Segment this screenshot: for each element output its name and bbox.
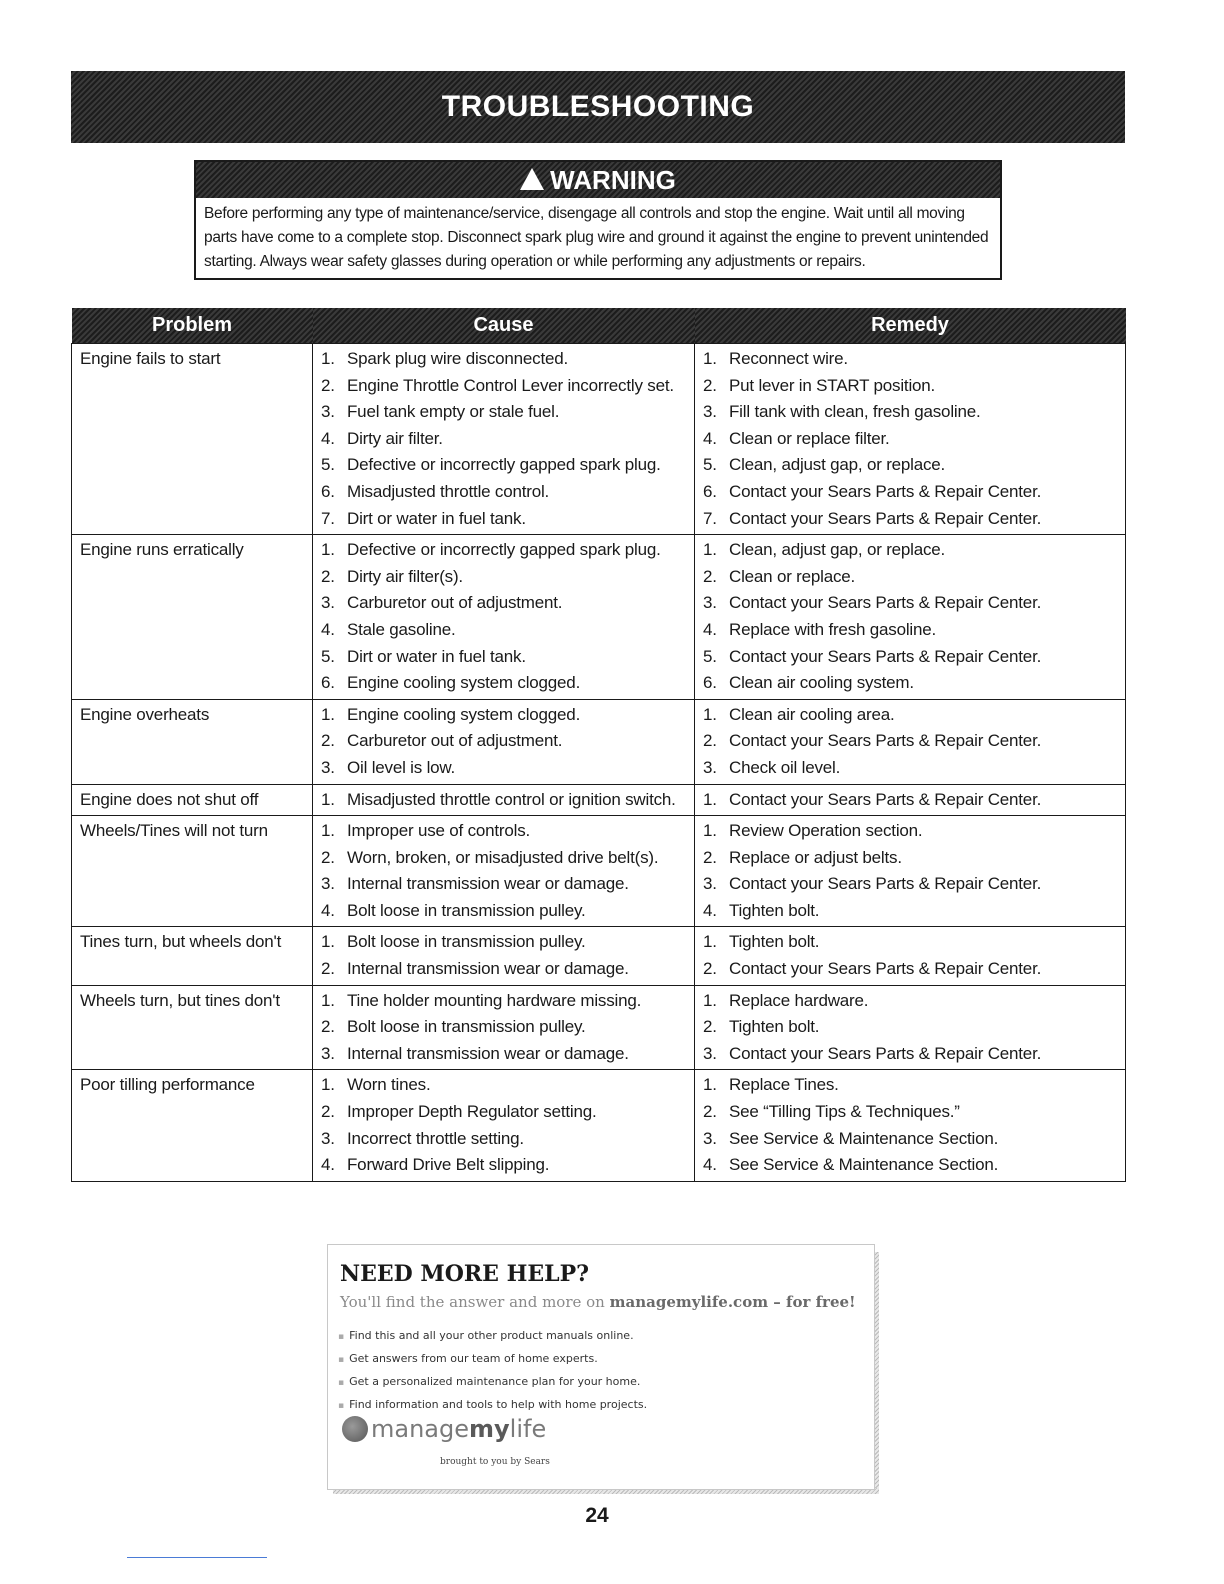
remedy-cell <box>695 816 1126 927</box>
item-text: Replace with fresh gasoline. <box>729 619 937 639</box>
table-row <box>72 699 1126 784</box>
item-text: Carburetor out of adjustment. <box>347 731 563 751</box>
item-text: Review Operation section. <box>729 821 923 841</box>
item-text: Replace Tines. <box>729 1075 839 1095</box>
problem-cell: Tines turn, but wheels don't <box>72 927 313 985</box>
cause-cell <box>313 1070 695 1181</box>
item-number: 1. <box>703 789 717 809</box>
item-text: Forward Drive Belt slipping. <box>347 1155 550 1175</box>
remedy-item <box>695 617 1125 644</box>
item-number: 2. <box>703 566 717 586</box>
remedy-item <box>695 479 1125 506</box>
remedy-item <box>695 1072 1125 1099</box>
item-text: Engine cooling system clogged. <box>347 704 581 724</box>
item-text: Clean air cooling system. <box>729 673 914 693</box>
item-number: 3. <box>321 757 335 777</box>
cause-item <box>313 988 694 1015</box>
item-number: 6. <box>321 673 335 693</box>
problem-cell: Poor tilling performance <box>72 1070 313 1181</box>
remedy-item <box>695 845 1125 872</box>
logo-globe-icon <box>342 1416 368 1442</box>
item-number: 4. <box>703 900 717 920</box>
problem-cell: Wheels turn, but tines don't <box>72 985 313 1070</box>
warning-header <box>196 162 1000 198</box>
item-text: Worn, broken, or misadjusted drive belt(s). <box>347 847 659 867</box>
remedy-cell <box>695 699 1126 784</box>
item-number: 4. <box>703 619 717 639</box>
cause-item <box>313 1014 694 1041</box>
remedy-item <box>695 1126 1125 1153</box>
help-subtitle-text: You'll find the answer and more on <box>340 1293 610 1311</box>
item-text: Internal transmission wear or damage. <box>347 874 629 894</box>
item-number: 2. <box>321 566 335 586</box>
item-text: Contact your Sears Parts & Repair Center. <box>729 481 1042 501</box>
item-number: 1. <box>703 932 717 952</box>
item-number: 4. <box>321 428 335 448</box>
item-text: Defective or incorrectly gapped spark plug. <box>347 540 661 560</box>
remedy-cell <box>695 784 1126 816</box>
item-text: Bolt loose in transmission pulley. <box>347 932 586 952</box>
warning-box <box>194 160 1002 280</box>
item-text: Clean air cooling area. <box>729 704 895 724</box>
item-text: Stale gasoline. <box>347 619 456 639</box>
item-text: Misadjusted throttle control or ignition switch. <box>347 789 676 809</box>
item-number: 7. <box>321 508 335 528</box>
remedy-item <box>695 1014 1125 1041</box>
table-row <box>72 344 1126 535</box>
item-number: 5. <box>703 646 717 666</box>
item-text: Internal transmission wear or damage. <box>347 959 629 979</box>
item-number: 2. <box>703 959 717 979</box>
page-title-bar <box>71 71 1125 143</box>
item-text: Tine holder mounting hardware missing. <box>347 990 642 1010</box>
remedy-item <box>695 537 1125 564</box>
item-number: 1. <box>321 821 335 841</box>
cause-cell <box>313 535 695 700</box>
item-number: 1. <box>703 704 717 724</box>
table-row <box>72 784 1126 816</box>
cause-item <box>313 617 694 644</box>
cause-item <box>313 373 694 400</box>
remedy-cell <box>695 535 1126 700</box>
list-item: ▪ Find information and tools to help with home projects. <box>338 1394 647 1417</box>
item-text: Engine Throttle Control Lever incorrectly set. <box>347 375 674 395</box>
item-text: See “Tilling Tips & Techniques.” <box>729 1102 960 1122</box>
item-text: Tighten bolt. <box>729 932 820 952</box>
help-subtitle <box>340 1293 856 1311</box>
item-number: 2. <box>703 1017 717 1037</box>
cause-item <box>313 1099 694 1126</box>
list-item: ▪ Find this and all your other product manuals online. <box>338 1325 647 1348</box>
warning-text: Before performing any type of maintenance/service, disengage all controls and stop the engine. Wait until all moving parts have come to a complete stop. Disconnect spark plug wire and ground it against the engine to prevent unintended starting. Always wear safety glasses during operation or while performing any adjustments or repairs. <box>204 205 989 270</box>
table-row <box>72 927 1126 985</box>
item-number: 1. <box>703 990 717 1010</box>
item-text: Tighten bolt. <box>729 900 820 920</box>
cause-cell <box>313 816 695 927</box>
cause-item <box>313 1041 694 1068</box>
table-header-row <box>72 308 1126 344</box>
need-more-help-box <box>327 1244 875 1490</box>
table-row <box>72 535 1126 700</box>
item-text: Clean or replace. <box>729 566 856 586</box>
header-cause: Cause <box>313 308 695 344</box>
list-item: ▪ Get a personalized maintenance plan for your home. <box>338 1371 647 1394</box>
cause-item <box>313 590 694 617</box>
remedy-item <box>695 506 1125 533</box>
item-text: Dirt or water in fuel tank. <box>347 508 526 528</box>
item-number: 4. <box>703 1155 717 1175</box>
cause-cell <box>313 784 695 816</box>
item-number: 2. <box>321 375 335 395</box>
cause-item <box>313 898 694 925</box>
cause-item <box>313 1152 694 1179</box>
cause-item <box>313 346 694 373</box>
cause-item <box>313 702 694 729</box>
item-text: Fuel tank empty or stale fuel. <box>347 402 560 422</box>
remedy-item <box>695 702 1125 729</box>
remedy-item <box>695 956 1125 983</box>
cause-item <box>313 537 694 564</box>
item-text: Contact your Sears Parts & Repair Center. <box>729 789 1042 809</box>
problem-cell: Engine runs erratically <box>72 535 313 700</box>
remedy-item <box>695 426 1125 453</box>
cause-item <box>313 787 694 814</box>
item-number: 1. <box>703 1075 717 1095</box>
remedy-item <box>695 755 1125 782</box>
item-number: 2. <box>321 847 335 867</box>
problem-cell: Engine fails to start <box>72 344 313 535</box>
item-number: 2. <box>703 731 717 751</box>
item-text: Contact your Sears Parts & Repair Center. <box>729 593 1042 613</box>
header-remedy: Remedy <box>695 308 1126 344</box>
remedy-item <box>695 373 1125 400</box>
page-number: 24 <box>585 1504 609 1527</box>
cause-item <box>313 644 694 671</box>
cause-item <box>313 728 694 755</box>
item-text: Engine cooling system clogged. <box>347 673 581 693</box>
troubleshooting-table <box>71 308 1126 1182</box>
item-number: 2. <box>321 959 335 979</box>
item-text: Worn tines. <box>347 1075 431 1095</box>
warning-heading: WARNING <box>550 164 676 195</box>
item-text: Replace hardware. <box>729 990 869 1010</box>
item-number: 2. <box>321 1017 335 1037</box>
item-text: Dirty air filter(s). <box>347 566 463 586</box>
item-number: 1. <box>321 789 335 809</box>
cause-item <box>313 871 694 898</box>
cause-item <box>313 956 694 983</box>
cause-item <box>313 452 694 479</box>
item-number: 2. <box>321 1102 335 1122</box>
item-text: Reconnect wire. <box>729 349 848 368</box>
item-number: 4. <box>321 900 335 920</box>
remedy-item <box>695 988 1125 1015</box>
remedy-cell <box>695 985 1126 1070</box>
item-text: Fill tank with clean, fresh gasoline. <box>729 402 981 422</box>
item-number: 4. <box>703 428 717 448</box>
item-text: Defective or incorrectly gapped spark plug. <box>347 455 661 475</box>
table-row <box>72 816 1126 927</box>
item-text: Improper Depth Regulator setting. <box>347 1102 597 1122</box>
remedy-item <box>695 1041 1125 1068</box>
remedy-item <box>695 346 1125 373</box>
help-title: NEED MORE HELP? <box>340 1261 590 1287</box>
table-row <box>72 985 1126 1070</box>
item-text: Bolt loose in transmission pulley. <box>347 900 586 920</box>
item-text: See Service & Maintenance Section. <box>729 1128 999 1148</box>
cause-cell <box>313 927 695 985</box>
item-number: 5. <box>321 455 335 475</box>
remedy-item <box>695 644 1125 671</box>
item-number: 3. <box>703 1043 717 1063</box>
table-body <box>72 344 1126 1182</box>
item-text: Incorrect throttle setting. <box>347 1128 524 1148</box>
cause-item <box>313 506 694 533</box>
header-problem: Problem <box>72 308 313 344</box>
item-number: 2. <box>321 731 335 751</box>
managemylife-logo <box>342 1415 546 1443</box>
item-text: Clean, adjust gap, or replace. <box>729 455 946 475</box>
cause-item <box>313 1126 694 1153</box>
problem-cell: Wheels/Tines will not turn <box>72 816 313 927</box>
remedy-item <box>695 452 1125 479</box>
page-title: TROUBLESHOOTING <box>441 90 755 123</box>
item-number: 3. <box>321 1128 335 1148</box>
item-text: Dirty air filter. <box>347 428 443 448</box>
item-number: 2. <box>703 847 717 867</box>
item-number: 3. <box>703 593 717 613</box>
help-bullet-list <box>338 1325 647 1417</box>
item-text: Clean or replace filter. <box>729 428 890 448</box>
list-item: ▪ Get answers from our team of home experts. <box>338 1348 647 1371</box>
remedy-item <box>695 898 1125 925</box>
item-text: Contact your Sears Parts & Repair Center. <box>729 508 1042 528</box>
item-text: Contact your Sears Parts & Repair Center. <box>729 731 1042 751</box>
cause-cell <box>313 344 695 535</box>
cause-cell <box>313 985 695 1070</box>
item-text: Carburetor out of adjustment. <box>347 593 563 613</box>
item-text: Improper use of controls. <box>347 821 531 841</box>
item-text: Oil level is low. <box>347 757 456 777</box>
item-number: 2. <box>703 375 717 395</box>
item-number: 7. <box>703 508 717 528</box>
item-text: Check oil level. <box>729 757 841 777</box>
remedy-item <box>695 670 1125 697</box>
remedy-item <box>695 871 1125 898</box>
item-text: See Service & Maintenance Section. <box>729 1155 999 1175</box>
remedy-item <box>695 728 1125 755</box>
item-number: 1. <box>321 990 335 1010</box>
logo-text: managemylife <box>371 1415 547 1443</box>
item-text: Dirt or water in fuel tank. <box>347 646 526 666</box>
item-text: Contact your Sears Parts & Repair Center. <box>729 959 1042 979</box>
cause-cell <box>313 699 695 784</box>
item-number: 4. <box>321 619 335 639</box>
item-text: Clean, adjust gap, or replace. <box>729 540 946 560</box>
item-text: Bolt loose in transmission pulley. <box>347 1017 586 1037</box>
item-number: 1. <box>321 704 335 724</box>
help-site-link[interactable]: managemylife.com – for free! <box>609 1293 856 1311</box>
footer-rule <box>127 1557 267 1558</box>
remedy-item <box>695 929 1125 956</box>
item-number: 1. <box>321 540 335 560</box>
item-number: 5. <box>703 455 717 475</box>
item-number: 3. <box>703 874 717 894</box>
problem-cell: Engine overheats <box>72 699 313 784</box>
item-number: 3. <box>703 757 717 777</box>
problem-cell: Engine does not shut off <box>72 784 313 816</box>
remedy-cell <box>695 1070 1126 1181</box>
item-number: 3. <box>321 1043 335 1063</box>
item-number: 1. <box>321 1075 335 1095</box>
item-text: Replace or adjust belts. <box>729 847 902 867</box>
cause-item <box>313 399 694 426</box>
cause-item <box>313 929 694 956</box>
item-number: 4. <box>321 1155 335 1175</box>
item-number: 3. <box>321 593 335 613</box>
remedy-item <box>695 1152 1125 1179</box>
item-text: Contact your Sears Parts & Repair Center. <box>729 1043 1042 1063</box>
item-text: Spark plug wire disconnected. <box>347 349 568 368</box>
item-text: Contact your Sears Parts & Repair Center. <box>729 646 1042 666</box>
item-number: 1. <box>703 349 717 368</box>
item-number: 6. <box>321 481 335 501</box>
item-number: 1. <box>321 349 335 368</box>
item-number: 3. <box>703 402 717 422</box>
cause-item <box>313 818 694 845</box>
item-number: 3. <box>321 402 335 422</box>
item-number: 3. <box>321 874 335 894</box>
remedy-item <box>695 399 1125 426</box>
remedy-item <box>695 590 1125 617</box>
cause-item <box>313 426 694 453</box>
cause-item <box>313 564 694 591</box>
remedy-item <box>695 1099 1125 1126</box>
remedy-cell <box>695 927 1126 985</box>
item-number: 1. <box>703 540 717 560</box>
remedy-item <box>695 564 1125 591</box>
cause-item <box>313 1072 694 1099</box>
warning-triangle-icon <box>520 168 544 190</box>
item-number: 6. <box>703 481 717 501</box>
cause-item <box>313 755 694 782</box>
item-number: 5. <box>321 646 335 666</box>
cause-item <box>313 845 694 872</box>
item-text: Put lever in START position. <box>729 375 936 395</box>
brought-by-text: brought to you by Sears <box>440 1457 550 1467</box>
item-text: Misadjusted throttle control. <box>347 481 550 501</box>
item-number: 6. <box>703 673 717 693</box>
item-number: 1. <box>321 932 335 952</box>
item-text: Internal transmission wear or damage. <box>347 1043 629 1063</box>
remedy-item <box>695 818 1125 845</box>
cause-item <box>313 479 694 506</box>
item-number: 2. <box>703 1102 717 1122</box>
remedy-cell <box>695 344 1126 535</box>
item-number: 1. <box>703 821 717 841</box>
table-row <box>72 1070 1126 1181</box>
item-text: Contact your Sears Parts & Repair Center. <box>729 874 1042 894</box>
cause-item <box>313 670 694 697</box>
remedy-item <box>695 787 1125 814</box>
item-number: 3. <box>703 1128 717 1148</box>
item-text: Tighten bolt. <box>729 1017 820 1037</box>
